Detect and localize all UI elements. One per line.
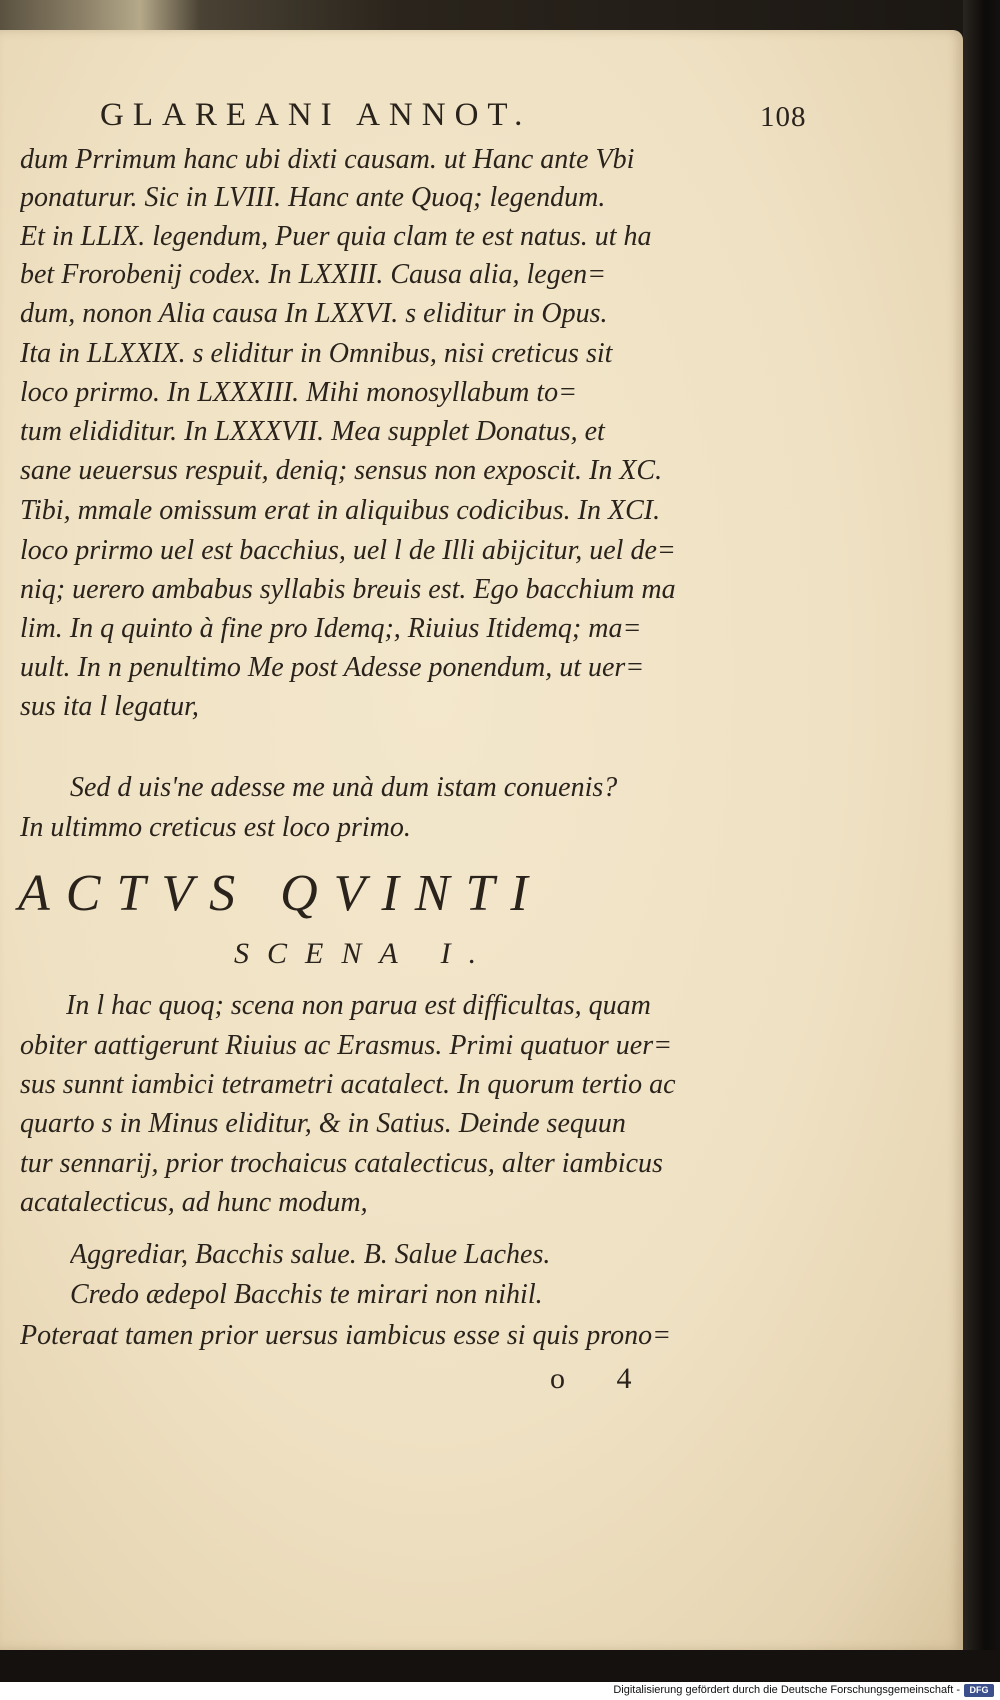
body-line: niq; uerero ambabus syllabis breuis est. Ego bacchium ma <box>20 574 676 605</box>
page-number: 108 <box>760 101 807 133</box>
dfg-logo: DFG <box>964 1684 994 1697</box>
verse-line: Aggrediar, Bacchis salue. B. Salue Laches. <box>70 1239 551 1270</box>
body-line: lim. In q quinto à fine pro Idemq;, Riuius Itidemq; ma= <box>20 613 642 644</box>
body-line: uult. In n penultimo Me post Adesse ponendum, ut uer= <box>20 652 645 683</box>
body-line: ponaturur. Sic in LVIII. Hanc ante Quoq; legendum. <box>20 182 606 213</box>
body-line: Et in LLIX. legendum, Puer quia clam te est natus. ut ha <box>20 221 652 252</box>
body-line: dum, nonon Alia causa In LXXVI. s eliditur in Opus. <box>20 298 608 329</box>
body-line: tum elididitur. In LXXXVII. Mea supplet Donatus, et <box>20 416 605 447</box>
body-line: loco prirmo. In LXXXIII. Mihi monosyllabum to= <box>20 377 578 408</box>
body-line: sus ita l legatur, <box>20 691 199 722</box>
signature-mark: o 4 <box>550 1362 654 1395</box>
scene-line: acatalecticus, ad hunc modum, <box>20 1187 368 1218</box>
body-line: bet Frorobenij codex. In LXXIII. Causa alia, legen= <box>20 259 607 290</box>
verse-line: Credo ædepol Bacchis te mirari non nihil. <box>70 1279 543 1310</box>
scene-line: In l hac quoq; scena non parua est difficultas, quam <box>66 990 651 1021</box>
binding-edge-right <box>963 0 1000 1690</box>
binding-edge-bottom <box>0 1650 1000 1682</box>
scene-line: quarto s in Minus eliditur, & in Satius. Deinde sequun <box>20 1108 626 1139</box>
body-line: loco prirmo uel est bacchius, uel l de Illi abijcitur, uel de= <box>20 535 676 566</box>
scene-line: tur sennarij, prior trochaicus catalecticus, alter iambicus <box>20 1148 663 1179</box>
body-line: sane ueuersus respuit, deniq; sensus non exposcit. In XC. <box>20 455 663 486</box>
scene-line: sus sunnt iambici tetrametri acatalect. In quorum tertio ac <box>20 1069 676 1100</box>
funding-note: Digitalisierung gefördert durch die Deutsche Forschungsgemeinschaft - <box>613 1684 960 1696</box>
running-head: GLAREANI ANNOT. <box>100 97 532 133</box>
body-line: Ita in LLXXIX. s eliditur in Omnibus, nisi creticus sit <box>20 338 613 369</box>
body-line: dum Prrimum hanc ubi dixti causam. ut Hanc ante Vbi <box>20 144 635 175</box>
act-title: ACTVS QVINTI <box>18 865 544 922</box>
final-line: Poteraat tamen prior uersus iambicus esse si quis prono= <box>20 1320 671 1351</box>
quoted-verse: Sed d uis'ne adesse me unà dum istam conuenis? <box>70 772 618 803</box>
scene-line: obiter aattigerunt Riuius ac Erasmus. Primi quatuor uer= <box>20 1030 672 1061</box>
scene-title: SCENA I. <box>234 937 495 970</box>
body-line: Tibi, mmale omissum erat in aliquibus codicibus. In XCI. <box>20 495 661 526</box>
closing-line: In ultimmo creticus est loco primo. <box>20 812 411 843</box>
binding-edge-top <box>0 0 1000 30</box>
